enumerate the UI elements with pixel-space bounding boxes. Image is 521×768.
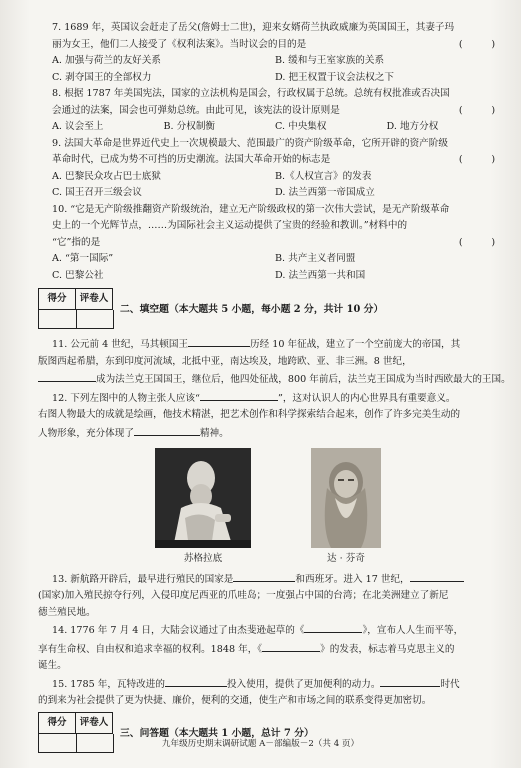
question-text: 会通过的法案，国会也可弹劾总统。由此可见，该宪法的设计原则是 ( ) xyxy=(38,103,498,120)
question-text: 7. 1689 年，英国议会赶走了岳父(詹姆士二世)，迎来女婿荷兰执政威廉为英国国王，其妻子玛 xyxy=(52,22,455,33)
answer-blank[interactable] xyxy=(38,370,96,382)
section2-title: 二、填空题（本大题共 5 小题，每小题 2 分，共计 10 分） xyxy=(120,304,384,315)
score-label: 得分 xyxy=(47,293,67,304)
answer-option[interactable]: C. 剥夺国王的全部权力 xyxy=(52,71,152,83)
answer-option[interactable]: D. 地方分权 xyxy=(386,121,439,132)
davinci-figure xyxy=(311,448,381,568)
answer-blank[interactable] xyxy=(262,640,320,652)
section2-header xyxy=(38,288,498,329)
portrait-images xyxy=(38,448,498,568)
question-9 xyxy=(38,136,498,202)
grader-label: 评卷人 xyxy=(75,713,112,733)
answer-blank[interactable] xyxy=(410,570,464,582)
answer-parentheses[interactable]: ( ) xyxy=(458,38,496,50)
question-text: 史上的一个光辉节点，……为国际社会主义运动提供了宝贵的经验和教训。”材料中的 xyxy=(52,220,408,231)
answer-option[interactable]: A. “第一国际” xyxy=(52,253,114,264)
answer-option[interactable]: B. 共产主义者同盟 xyxy=(275,253,356,264)
question-text: 10. “它是无产阶级推翻资产阶级统治，建立无产阶级政权的第一次伟大尝试，是无产阶级革命 xyxy=(52,203,450,215)
answer-blank[interactable] xyxy=(304,621,362,633)
answer-blank[interactable] xyxy=(188,335,250,347)
socrates-image xyxy=(155,448,251,548)
question-10 xyxy=(38,202,498,285)
davinci-image xyxy=(311,448,381,548)
question-text: 8. 根据 1787 年美国宪法，国家的立法机构是国会，行政权属于总统。总统有权批准或否决国 xyxy=(52,88,450,99)
question-12: 12. 下列左图中的人物主张人应该“ ”，这对认识人的内心世界具有重要意义。 右图人物最大的成就是绘画，他技术精湛，把艺术创作和科学探索结合起来，创作了许多完美生动的 人物形象，充分体现了 精神。 xyxy=(38,389,498,443)
answer-parentheses[interactable]: ( ) xyxy=(458,154,496,165)
score-table xyxy=(38,288,114,329)
answer-blank[interactable] xyxy=(134,424,200,436)
question-7 xyxy=(38,20,498,86)
section3-title: 三、问答题（本大题共 1 小题，总计 7 分） xyxy=(120,727,314,739)
grader-label: 评卷人 xyxy=(75,289,112,309)
answer-blank[interactable] xyxy=(165,675,227,687)
answer-blank[interactable] xyxy=(233,570,295,582)
exam-content xyxy=(38,20,511,753)
score-label: 得分 xyxy=(47,716,67,728)
question-8 xyxy=(38,86,498,136)
socrates-caption: 苏格拉底 xyxy=(183,553,223,564)
answer-option[interactable]: C. 国王召开三级会议 xyxy=(52,187,142,198)
question-text: 9. 法国大革命是世界近代史上一次规模最大、范围最广的资产阶级革命，它所开辟的资产阶级 xyxy=(52,137,448,149)
question-15: 15. 1785 年，瓦特改进的 投入使用，提供了更加便利的动力。 时代 的到来为社会提供了更为快捷、廉价，便利的交通，使生产和市场之间的联系变得更加密切。 xyxy=(38,675,498,710)
page-footer: 九年级历史期末调研试题 A－部编版－2（共 4 页） xyxy=(161,739,360,749)
answer-option[interactable]: A. 议会至上 xyxy=(52,121,104,132)
answer-option[interactable]: B. 缓和与王室家族的关系 xyxy=(275,55,385,66)
question-13: 13. 新航路开辟后，最早进行殖民的国家是 和西班牙。进入 17 世纪， (国家)加入殖民掠夺行列，入侵印度尼西亚的爪哇岛；一度强占中国的台湾；在北美洲建立了新尼 德兰殖民地。 xyxy=(38,570,498,622)
answer-blank[interactable] xyxy=(200,389,278,401)
answer-option[interactable]: A. 巴黎民众攻占巴士底狱 xyxy=(52,170,161,182)
answer-blank[interactable] xyxy=(380,675,440,687)
answer-option[interactable]: D. 把王权置于议会法权之下 xyxy=(275,71,394,83)
answer-option[interactable]: C. 中央集权 xyxy=(275,121,327,132)
answer-option[interactable]: D. 法兰西第一帝国成立 xyxy=(275,187,375,198)
question-14: 14. 1776 年 7 月 4 日，大陆会议通过了由杰斐逊起草的《 》，宣布人人生而平等， 享有生命权、自由权和追求幸福的权利。1848 年，《 》的发表，标志着马克思主义的 诞生。 xyxy=(38,621,498,675)
question-11: 11. 公元前 4 世纪，马其顿国王 历经 10 年征战，建立了一个空前庞大的帝国，其 版图西起希腊，东到印度河流域，北抵中亚，南达埃及，地跨欧、亚、非三洲。8 世纪， 成为法兰克王国国王，继位后，他四处征战，800 年前后，法兰克王国成为当时西欧最大的王国。 xyxy=(38,335,498,389)
question-text: “它”指的是 ( ) xyxy=(38,235,498,252)
question-text: 丽为女王，他们二人接受了《权利法案》。当时议会的目的是 ( ) xyxy=(38,37,498,54)
answer-option[interactable]: C. 巴黎公社 xyxy=(52,269,104,281)
davinci-caption: 达 · 芬奇 xyxy=(327,553,365,564)
answer-option[interactable]: B. 分权制衡 xyxy=(163,121,216,132)
answer-option[interactable]: A. 加强与荷兰的友好关系 xyxy=(52,55,161,66)
question-text: 革命时代，已成为势不可挡的历史潮流。法国大革命开始的标志是 ( ) xyxy=(38,152,498,169)
answer-parentheses[interactable]: ( ) xyxy=(458,104,496,116)
multiple-choice-section xyxy=(38,20,498,284)
answer-option[interactable]: D. 法兰西第一共和国 xyxy=(275,269,366,281)
answer-parentheses[interactable]: ( ) xyxy=(458,236,496,248)
socrates-figure xyxy=(155,448,251,568)
answer-option[interactable]: B.《人权宣言》的发表 xyxy=(275,170,372,182)
